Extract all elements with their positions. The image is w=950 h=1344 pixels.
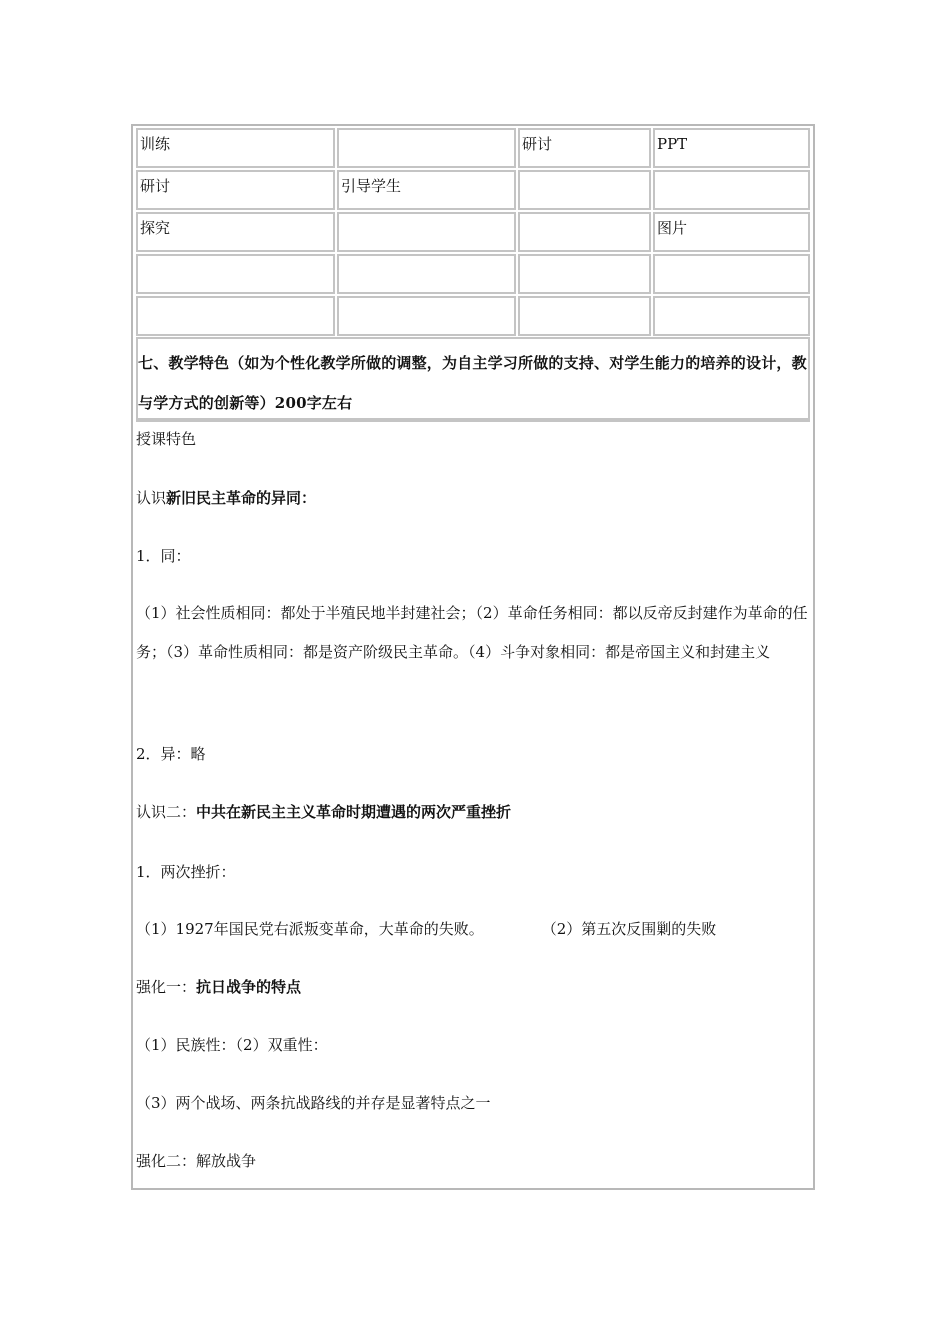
table-cell: [337, 254, 516, 294]
paragraph-reinforcement-1: [136, 977, 301, 997]
table-cell: [518, 170, 651, 210]
table-cell: [653, 296, 810, 336]
table-cell: [337, 170, 516, 210]
table-cell: [337, 296, 516, 336]
paragraph-bold-title: 新旧民主革命的异同：: [166, 489, 317, 507]
paragraph-prefix: 强化一：: [136, 978, 197, 996]
table-cell: [518, 212, 651, 252]
table-cell: [518, 296, 651, 336]
table-cell: [136, 128, 335, 168]
table-cell: [136, 254, 335, 294]
cell-text: 探究: [140, 219, 171, 237]
paragraph-difference: 2．异：略: [136, 745, 206, 763]
paragraph-prefix: 认识: [136, 489, 167, 507]
cell-text: 训练: [140, 135, 171, 153]
table-cell: [337, 212, 516, 252]
table-cell: [136, 170, 335, 210]
table-cell: [653, 170, 810, 210]
cell-text: 图片: [657, 219, 688, 237]
paragraph-characteristics-2: （3）两个战场、两条抗战路线的并存是显著特点之一: [136, 1094, 491, 1112]
table-cell: [653, 254, 810, 294]
table-cell: [337, 128, 516, 168]
setback-1: （1）1927年国民党右派叛变革命，大革命的失败。: [136, 920, 484, 938]
table-cell: [653, 212, 810, 252]
paragraph-characteristics-1: （1）民族性：（2）双重性：: [136, 1036, 328, 1054]
section-7-row: [136, 337, 810, 420]
cell-text: 研讨: [140, 177, 171, 195]
table-cell: [136, 212, 335, 252]
paragraph-understanding-1: [136, 488, 316, 508]
table-cell: [518, 254, 651, 294]
teaching-features-content: [136, 420, 810, 1186]
paragraph-bold-title: 抗日战争的特点: [196, 978, 302, 996]
paragraph-setbacks-heading: 1．两次挫折：: [136, 863, 236, 881]
paragraph-setbacks: [136, 919, 716, 939]
paragraph-reinforcement-2: 强化二：解放战争: [136, 1152, 257, 1170]
paragraph-understanding-2: [136, 802, 511, 822]
table-cell: [653, 128, 810, 168]
paragraph-similarities: （1）社会性质相同：都处于半殖民地半封建社会；（2）革命任务相同：都以反帝反封建作为革命的任务；（3）革命性质相同：都是资产阶级民主革命。（4）斗争对象相同：都是帝国主义和封建主义: [136, 604, 808, 661]
paragraph-bold-title: 中共在新民主主义革命时期遭遇的两次严重挫折: [196, 803, 512, 821]
cell-text: 研讨: [522, 135, 553, 153]
setback-2: （2）第五次反围剿的失败: [541, 920, 717, 938]
cell-text: 引导学生: [341, 177, 402, 195]
section-7-heading: 七、教学特色（如为个性化教学所做的调整，为自主学习所做的支持、对学生能力的培养的设计，教与学方式的创新等）200字左右: [138, 354, 807, 412]
paragraph-prefix: 认识二：: [136, 803, 197, 821]
table-cell: [518, 128, 651, 168]
cell-text: PPT: [657, 135, 688, 153]
paragraph-teaching-features: 授课特色: [136, 430, 197, 448]
table-cell: [136, 296, 335, 336]
paragraph-similarity-heading: 1．同：: [136, 547, 191, 565]
